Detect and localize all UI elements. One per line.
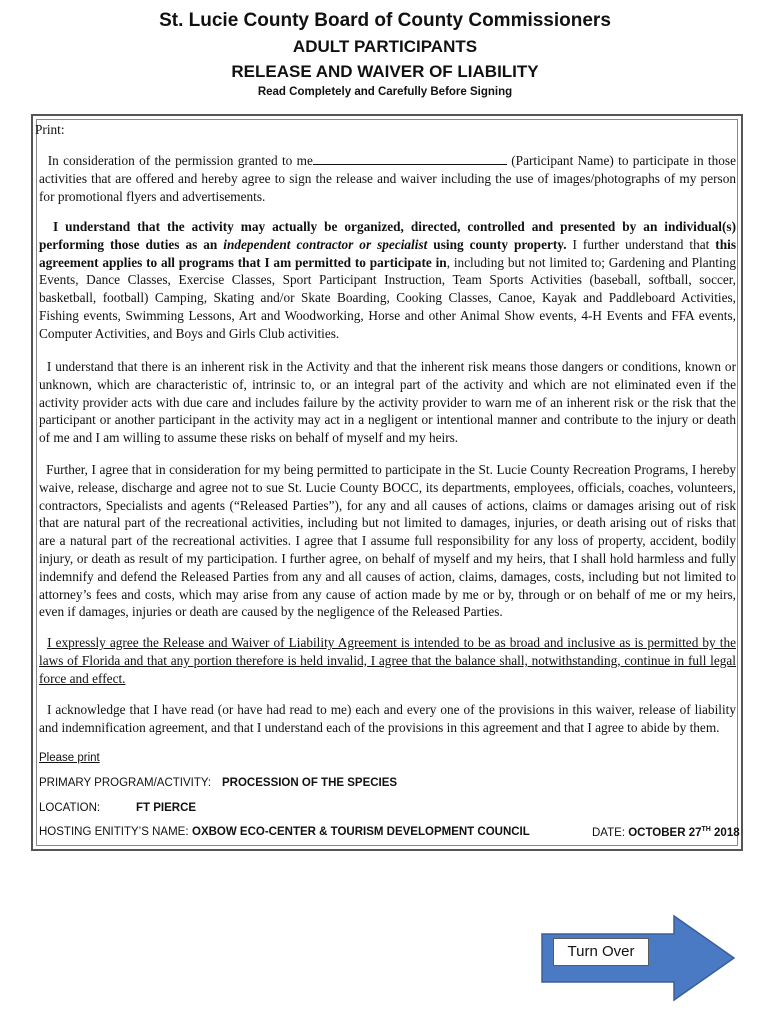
please-print-label: Please print bbox=[39, 752, 100, 764]
hosting-entity-value[interactable]: OXBOW ECO-CENTER & TOURISM DEVELOPMENT COUNCIL bbox=[192, 826, 530, 838]
instruction-text: Read Completely and Carefully Before Signing bbox=[257, 86, 513, 98]
program-label: PRIMARY PROGRAM/ACTIVITY: bbox=[39, 777, 212, 789]
p2-plain-1: I further understand that bbox=[566, 236, 716, 252]
turn-over-label[interactable]: Turn Over bbox=[553, 938, 649, 966]
p4-text: Further, I agree that in consideration for my being permitted to participate in the St. Lucie County Recreation Programs, I hereby waive, release, discharge and agree not to sue St. Lucie County BOCC, its departments, employees, officials, coaches, volunteers, contractors, Specialists and agents (“Released Parties”), for any and all causes of actions, claims or damages arising out of risk that are natural part of the recreational activities, including but not limited to damages, injuries, or death arising out of risks that are a natural part of the recreational activities. I agree that I assume full responsibility for any loss of property, accident, bodily injury, or death as result of my participation. I further agree, on behalf of myself and my heirs, that I shall hold harmless and fully indemnify and defend the Released Parties from any and all causes of action, claims, damages, costs, including but not limited to attorney’s fees and costs, which may arise from any cause of action made by me or by, through or on behalf of me or my heirs, even if damages, injuries or death are caused by the negligence of the Released Parties. bbox=[39, 462, 736, 620]
paragraph-consideration bbox=[39, 152, 736, 205]
paragraph-understanding bbox=[39, 218, 736, 343]
p3-text: I understand that there is an inherent risk in the Activity and that the inherent risk means those dangers or conditions, known or unknown, which are characteristic of, intrinsic to, or an integral part of the activity and which are not eliminated even if the activity provider acts with due care and includes failure by the activity provider to warn me of an inherent risk or the risk that the participant or another participant in the activity may act in a negligent or intentional manner and contribute to the injury or death of me and I am willing to assume these risks on behalf of myself and my heirs. bbox=[39, 359, 736, 446]
document-subtitle: ADULT PARTICIPANTS bbox=[292, 37, 478, 56]
print-label: Print: bbox=[35, 122, 65, 137]
participant-name-blank[interactable] bbox=[313, 153, 507, 165]
p2-bold-1: I understand that the activity may actually be organized, directed, controlled and presented by an individual(s) performing those duties as an bbox=[39, 219, 736, 252]
document-heading: RELEASE AND WAIVER OF LIABILITY bbox=[231, 62, 539, 81]
document-title: St. Lucie County Board of County Commissioners bbox=[159, 10, 611, 31]
location-value[interactable]: FT PIERCE bbox=[136, 802, 197, 814]
program-value[interactable]: PROCESSION OF THE SPECIES bbox=[222, 777, 398, 789]
paragraph-release bbox=[39, 461, 736, 621]
hosting-entity-label: HOSTING ENITITY’S NAME: bbox=[39, 826, 189, 838]
location-label: LOCATION: bbox=[39, 802, 101, 814]
p2-plain-2: , including but not limited to; Gardening and Planting Events, Dance Classes, Exercise Classes, Sport Participant Instruction, Team Sports Activities (baseball, softball, soccer, basketball, football) Camping, Skating and/or Skate Boarding, Cooking Classes, Canoe, Kayak and Paddleboard Activities, Fishing events, Swimming Lessons, Art and Woodworking, Horse and other Animal Show events, 4-H Events and FFA events, Computer Activities, and Boys and Girls Club activities. bbox=[39, 254, 736, 341]
date-value[interactable]: OCTOBER 27TH 2018 bbox=[628, 826, 740, 839]
date-label: DATE: bbox=[592, 826, 626, 839]
p2-bold-2: using county property. bbox=[427, 236, 567, 252]
p6-text: I acknowledge that I have read (or have had read to me) each and every one of the provisions in this waiver, release of liability and indemnification agreement, and that I understand each of the provisions in this agreement and that I agree to abide by them. bbox=[39, 702, 736, 735]
paragraph-acknowledgement bbox=[39, 701, 736, 737]
p2-bold-italic: independent contractor or specialist bbox=[223, 236, 428, 252]
paragraph-inherent-risk bbox=[39, 358, 736, 447]
paragraph-broad-agreement bbox=[39, 634, 736, 687]
p2-bold-3: this agreement applies to all programs that I am permitted to participate in bbox=[39, 236, 736, 270]
p1-text-b: (Participant Name) to participate in those activities that are offered and hereby agree to sign the release and waiver including the use of images/photographs of my person for promotional flyers and advertisements. bbox=[39, 153, 737, 204]
p5-text: I expressly agree the Release and Waiver of Liability Agreement is intended to be as broad and inclusive as is permitted by the laws of Florida and that any portion therefore is held invalid, I agree that the balance shall, notwithstanding, continue in full legal force and effect. bbox=[39, 635, 736, 686]
p1-text-a: In consideration of the permission granted to me bbox=[47, 153, 313, 168]
date-field bbox=[592, 826, 740, 839]
